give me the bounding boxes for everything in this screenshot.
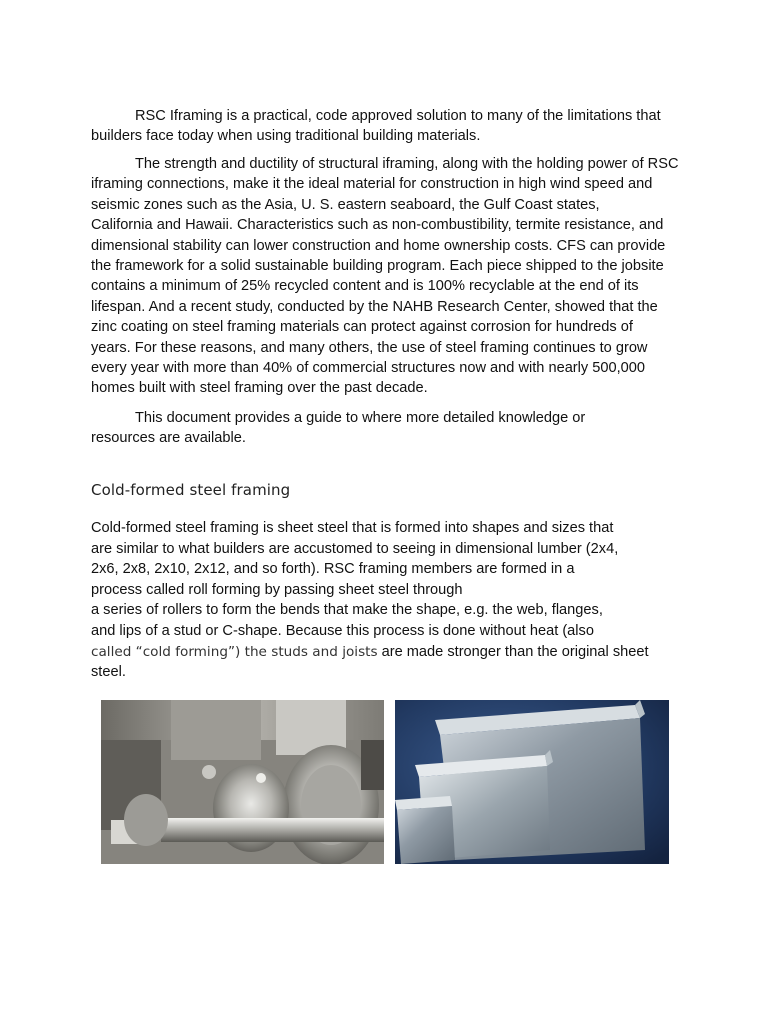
cf-line-6: and lips of a stud or C-shape. Because this process is done without heat (also (91, 622, 594, 639)
cf-line-7-alt: called “cold forming”) the studs and joists (91, 643, 378, 660)
section-heading: Cold-formed steel framing (91, 481, 291, 499)
cf-line-7-rest: are made stronger than the original sheet (377, 643, 649, 660)
intro-paragraph (91, 106, 691, 147)
benefits-line-8: lifespan. And a recent study, conducted by the NAHB Research Center, showed that the (91, 298, 658, 315)
cf-line-8: steel. (91, 664, 126, 681)
guide-line-1: This document provides a guide to where more detailed knowledge or (135, 410, 586, 426)
roll-forming-machine-photo (101, 700, 384, 864)
benefits-line-2: iframing connections, make it the ideal material for construction in high wind speed and (91, 176, 653, 193)
steel-studs-photo (395, 700, 669, 864)
cf-line-2: are similar to what builders are accustomed to seeing in dimensional lumber (2x4, (91, 540, 619, 557)
intro-line-2: builders face today when using traditional building materials. (91, 128, 481, 145)
cf-line-1: Cold-formed steel framing is sheet steel that is formed into shapes and sizes that (91, 520, 614, 536)
roll-forming-machine-illustration (101, 700, 384, 864)
benefits-line-11: every year with more than 40% of commercial structures now and with nearly 500,000 (91, 360, 646, 377)
benefits-line-5: dimensional stability can lower construction and home ownership costs. CFS can provide (91, 237, 666, 254)
benefits-line-6: the framework for a solid sustainable building program. Each piece shipped to the jobsite (91, 258, 664, 275)
benefits-paragraph (91, 154, 691, 399)
intro-line-1: RSC Iframing is a practical, code approved solution to many of the limitations that (135, 108, 661, 124)
benefits-line-3: seismic zones such as the Asia, U. S. eastern seaboard, the Gulf Coast states, (91, 196, 600, 213)
steel-studs-illustration (395, 700, 669, 864)
guide-line-2: resources are available. (91, 430, 246, 447)
cold-formed-paragraph (91, 518, 691, 683)
benefits-line-1: The strength and ductility of structural iframing, along with the holding power of RSC (135, 156, 679, 172)
benefits-line-7: contains a minimum of 25% recycled content and is 100% recyclable at the end of its (91, 278, 639, 295)
cf-line-4: process called roll forming by passing sheet steel through (91, 581, 463, 598)
cf-line-7 (91, 642, 691, 663)
cf-line-3: 2x6, 2x8, 2x10, 2x12, and so forth). RSC framing members are formed in a (91, 561, 575, 578)
guide-paragraph (91, 408, 691, 449)
cf-line-5: a series of rollers to form the bends that make the shape, e.g. the web, flanges, (91, 602, 603, 619)
benefits-line-10: years. For these reasons, and many others, the use of steel framing continues to grow (91, 339, 648, 356)
benefits-line-12: homes built with steel framing over the past decade. (91, 380, 428, 397)
benefits-line-4: California and Hawaii. Characteristics such as non-combustibility, termite resistance, and (91, 217, 664, 234)
benefits-line-9: zinc coating on steel framing materials can protect against corrosion for hundreds of (91, 319, 633, 336)
